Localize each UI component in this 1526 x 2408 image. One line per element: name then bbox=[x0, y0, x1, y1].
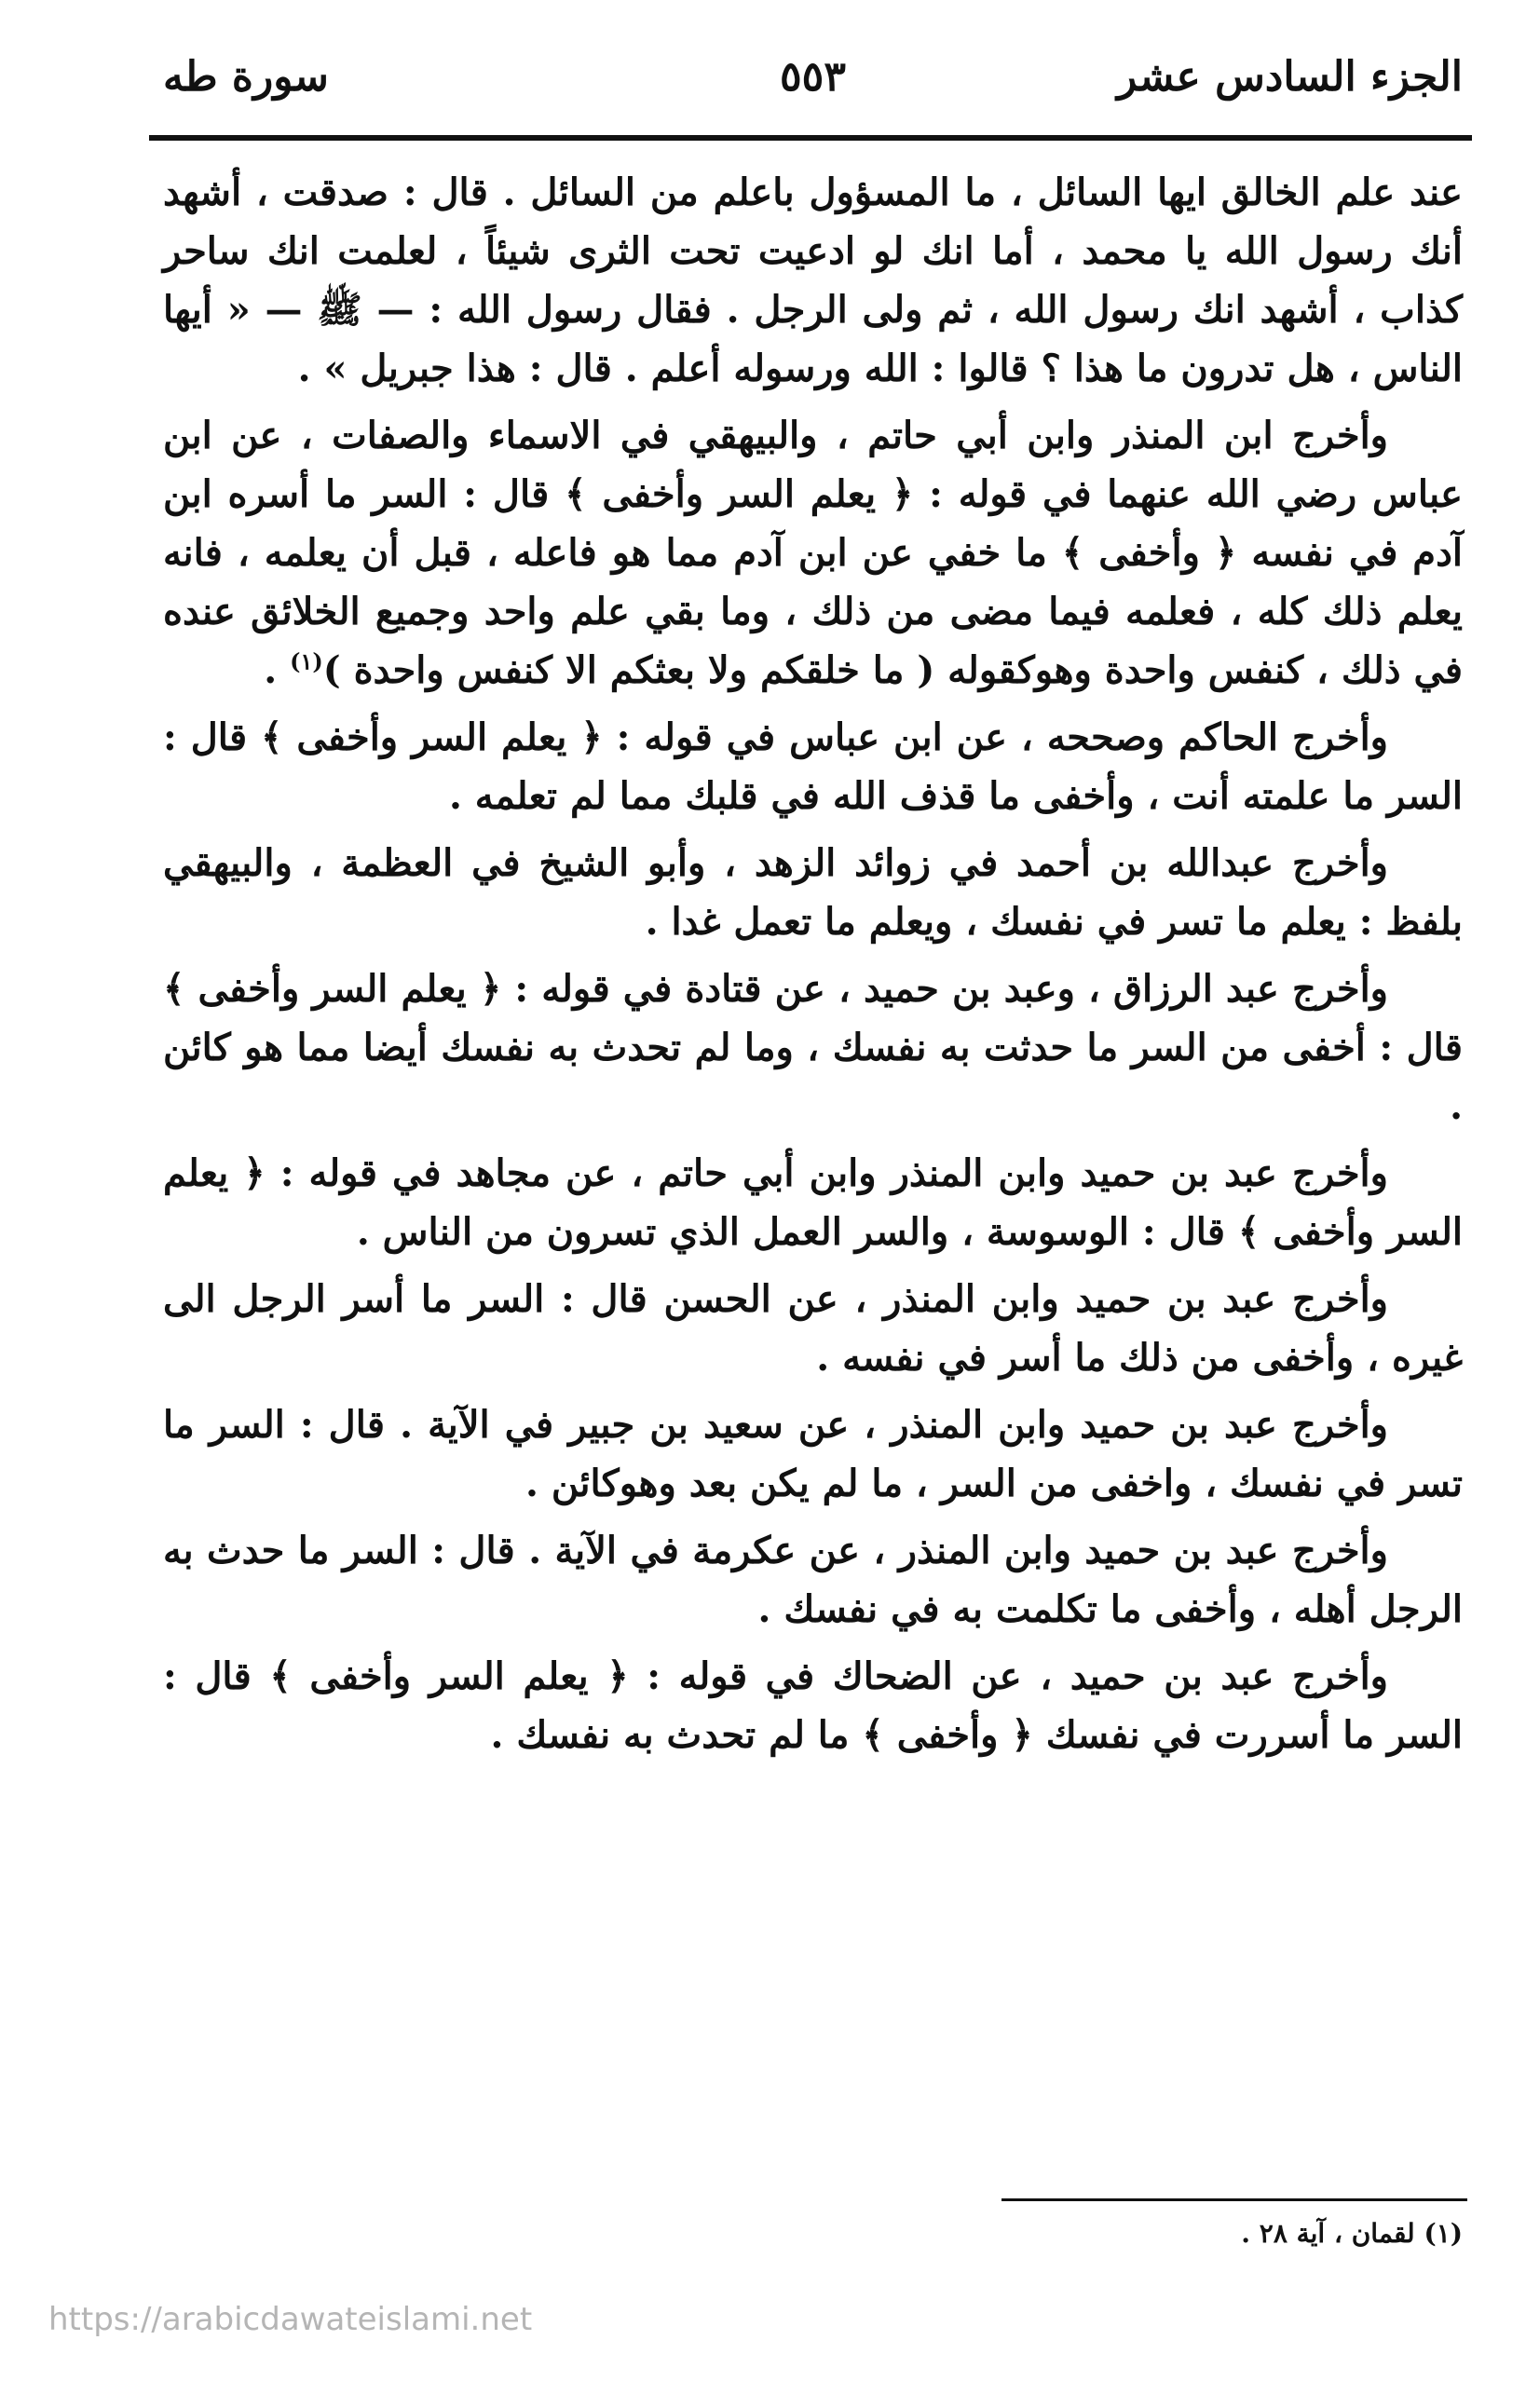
paragraph: وأخرج عبدالله بن أحمد في زوائد الزهد ، وأبو الشيخ في العظمة ، والبيهقي بلفظ : يعلم ما تسر في نفسك ، ويعلم ما تعمل غدا . bbox=[163, 841, 1463, 944]
paragraph: وأخرج الحاكم وصححه ، عن ابن عباس في قوله : ﴿ يعلم السر وأخفى ﴾ قال : السر ما علمته أنت ، وأخفى ما قذف الله في قلبك مما لم تعلمه . bbox=[163, 715, 1463, 818]
paragraph: وأخرج عبد بن حميد ، عن الضحاك في قوله : ﴿ يعلم السر وأخفى ﴾ قال : السر ما أسررت في نفسك ﴿ وأخفى ﴾ ما لم تحدث به نفسك . bbox=[163, 1654, 1463, 1757]
footnote-rule bbox=[1001, 2198, 1467, 2201]
header-rule bbox=[149, 135, 1472, 141]
paragraph-text: وأخرج ابن المنذر وابن أبي حاتم ، والبيهقي في الاسماء والصفات ، عن ابن عباس رضي الله عنهما في قوله : ﴿ يعلم السر وأخفى ﴾ قال : السر ما أسره ابن آدم في نفسه ﴿ وأخفى ﴾ ما خفي عن ابن آدم مما هو فاعله ، قبل أن يعلمه ، فانه يعلم ذلك كله ، فعلمه فيما مضى من ذلك ، وما بقي علم واحد وجميع الخلائق عنده في ذلك ، كنفس واحدة وهوكقوله ( ما خلقكم ولا بعثكم الا كنفس واحدة ) bbox=[163, 414, 1463, 692]
watermark-url: https://arabicdawateislami.net bbox=[48, 2301, 533, 2338]
footnote-marker: (١) bbox=[290, 647, 323, 675]
page-header bbox=[163, 45, 1463, 110]
paragraph: عند علم الخالق ايها السائل ، ما المسؤول باعلم من السائل . قال : صدقت ، أشهد أنك رسول الله يا محمد ، أما انك لو ادعيت تحت الثرى شيئاً ، لعلمت انك ساحر كذاب ، أشهد انك رسول الله ، ثم ولى الرجل . فقال رسول الله : — ﷺ — « أيها الناس ، هل تدرون ما هذا ؟ قالوا : الله ورسوله أعلم . قال : هذا جبريل » . bbox=[163, 170, 1463, 390]
paragraph: وأخرج عبد الرزاق ، وعبد بن حميد ، عن قتادة في قوله : ﴿ يعلم السر وأخفى ﴾ قال : أخفى من السر ما حدثت به نفسك ، وما لم تحدث به نفسك أيضا مما هو كائن . bbox=[163, 967, 1463, 1128]
paragraph: وأخرج ابن المنذر وابن أبي حاتم ، والبيهقي في الاسماء والصفات ، عن ابن عباس رضي الله عنهما في قوله : ﴿ يعلم السر وأخفى ﴾ قال : السر ما أسره ابن آدم في نفسه ﴿ وأخفى ﴾ ما خفي عن ابن آدم مما هو فاعله ، قبل أن يعلمه ، فانه يعلم ذلك كله ، فعلمه فيما مضى من ذلك ، وما بقي علم واحد وجميع الخلائق عنده في ذلك ، كنفس واحدة وهوكقوله ( ما خلقكم ولا بعثكم الا كنفس واحدة )$^{(١)}$ . bbox=[163, 414, 1463, 692]
header-part-title: الجزء السادس عشر bbox=[1116, 53, 1463, 101]
header-surah-title: سورة طه bbox=[163, 53, 329, 101]
footnote: (١) لقمان ، آية ٢٨ . bbox=[1241, 2218, 1463, 2249]
main-text bbox=[163, 163, 1463, 1773]
paragraph: وأخرج عبد بن حميد وابن المنذر ، عن الحسن قال : السر ما أسر الرجل الى غيره ، وأخفى من ذلك ما أسر في نفسه . bbox=[163, 1277, 1463, 1380]
header-page-number: ٥٥٣ bbox=[780, 53, 846, 101]
paragraph: وأخرج عبد بن حميد وابن المنذر ، عن سعيد بن جبير في الآية . قال : السر ما تسر في نفسك ، واخفى من السر ، ما لم يكن بعد وهوكائن . bbox=[163, 1403, 1463, 1505]
paragraph: وأخرج عبد بن حميد وابن المنذر وابن أبي حاتم ، عن مجاهد في قوله : ﴿ يعلم السر وأخفى ﴾ قال : الوسوسة ، والسر العمل الذي تسرون من الناس . bbox=[163, 1151, 1463, 1254]
paragraph: وأخرج عبد بن حميد وابن المنذر ، عن عكرمة في الآية . قال : السر ما حدث به الرجل أهله ، وأخفى ما تكلمت به في نفسك . bbox=[163, 1529, 1463, 1631]
